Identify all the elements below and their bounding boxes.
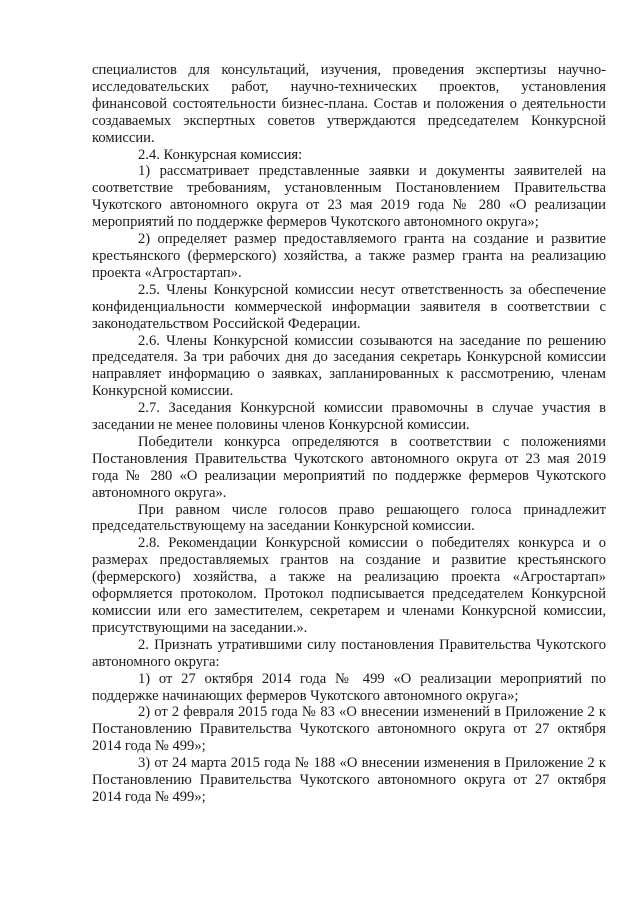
paragraph-2-4-heading: 2.4. Конкурсная комиссия: (138, 146, 303, 163)
paragraph-2-4-item-2: 2) определяет размер предоставляемого гранта на создание и развитие крестьянского (фермерского) хозяйства, а также размер гранта на реализацию проекта «Агростартап». (92, 231, 606, 281)
paragraph-2-5: 2.5. Члены Конкурсной комиссии несут ответственность за обеспечение конфиденциальности коммерческой информации заявителя в соответствии с законодательством Российской Федерации. (92, 281, 606, 332)
paragraph-equal-votes: При равном числе голосов право решающего голоса принадлежит председательствующему на заседании Конкурсной комиссии. (92, 501, 606, 535)
paragraph-2-4-item-1: 1) рассматривает представленные заявки и документы заявителей на соответствие требованиям, установленным Постановлением Правительства Чукотского автономного округа от 23 мая 2019 года № 280 «О реализации мероприятий по поддержке фермеров Чукотского автономного округа»; (92, 163, 606, 231)
paragraph-2-7: 2.7. Заседания Конкурсной комиссии правомочны в случае участия в заседании не менее половины членов Конкурсной комиссии. (92, 400, 606, 434)
paragraph-repeal-item-3: 3) от 24 марта 2015 года № 188 «О внесении изменения в Приложение 2 к Постановлению Правительства Чукотского автономного округа от 27 октября 2014 года № 499»; (92, 755, 606, 805)
document-page (92, 62, 606, 806)
paragraph-repeal-item-1: 1) от 27 октября 2014 года № 499 «О реализации мероприятий по поддержке начинающих фермеров Чукотского автономного округа»; (92, 670, 606, 704)
paragraph-winners: Победители конкурса определяются в соответствии с положениями Постановления Правительства Чукотского автономного округа от 23 мая 2019 года № 280 «О реализации мероприятий по поддержке фермеров Чукотского автономного округа». (92, 433, 606, 501)
paragraph-repeal-item-2: 2) от 2 февраля 2015 года № 83 «О внесении изменений в Приложение 2 к Постановлению Правительства Чукотского автономного округа от 27 октября 2014 года № 499»; (92, 704, 606, 755)
paragraph-experts-councils: специалистов для консультаций, изучения, проведения экспертизы научно-исследовательских работ, научно-технических проектов, установления финансовой состоятельности бизнес-плана. Состав и положения о деятельности создаваемых экспертных советов утверждаются председателем Конкурсной комиссии. (92, 62, 606, 146)
paragraph-2-8: 2.8. Рекомендации Конкурсной комиссии о победителях конкурса и о размерах предоставляемых грантов на создание и развитие крестьянского (фермерского) хозяйства, а также на реализацию проекта «Агростартап» оформляется протоколом. Протокол подписывается председателем Конкурсной комиссии или его заместителем, секретарем и членами Конкурсной комиссии, присутствующими на заседании.». (92, 535, 606, 636)
paragraph-section-2: 2. Признать утратившими силу постановления Правительства Чукотского автономного округа: (92, 636, 606, 670)
paragraph-2-6: 2.6. Члены Конкурсной комиссии созываются на заседание по решению председателя. За три рабочих дня до заседания секретарь Конкурсной комиссии направляет информацию о заявках, запланированных к рассмотрению, членам Конкурсной комиссии. (92, 332, 606, 400)
